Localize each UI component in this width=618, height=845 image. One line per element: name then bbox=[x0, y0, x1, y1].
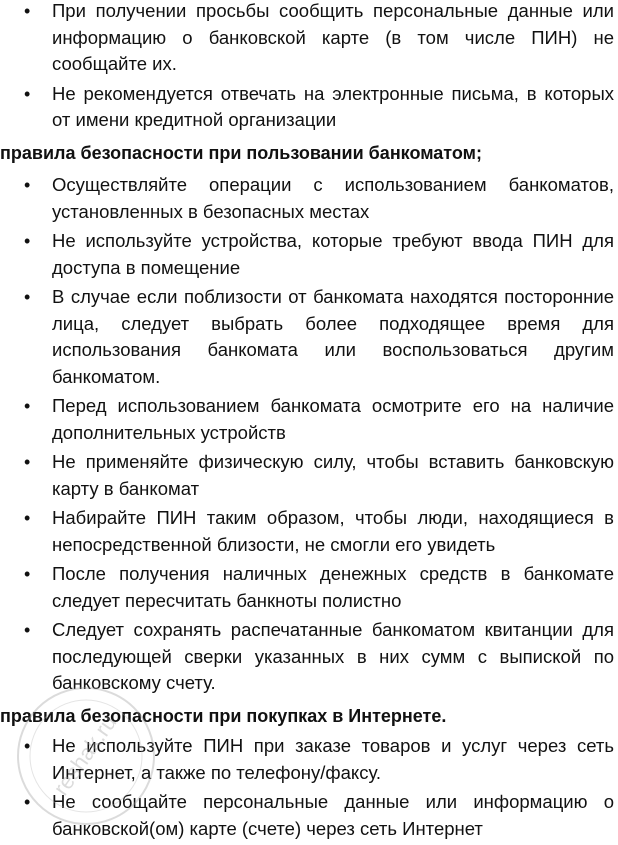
bullet-icon: • bbox=[24, 792, 31, 812]
list-item bbox=[0, 172, 618, 225]
list-item-text: Не сообщайте персональные данные или информацию о банковской(ом) карте (счете) через сеть Интернет bbox=[52, 791, 614, 839]
section-heading-internet: правила безопасности при покупках в Интернете. bbox=[0, 706, 447, 726]
list-item-text: В случае если поблизости от банкомата находятся посторонние лица, следует выбрать более подходящее время для использования банкомата или воспользоваться другим банкоматом. bbox=[52, 286, 614, 387]
list-item-text: Не рекомендуется отвечать на электронные письма, в которых от имени кредитной организации bbox=[52, 82, 614, 130]
bullet-icon: • bbox=[24, 620, 31, 640]
list-item-text: Следует сохранять распечатанные банкоматом квитанции для последующей сверки указанных в них сумм с выпиской по банковскому счету. bbox=[52, 619, 614, 693]
bullet-icon: • bbox=[24, 83, 31, 104]
list-item bbox=[0, 505, 618, 558]
list-item-text: После получения наличных денежных средств в банкомате следует пересчитать банкноты полистно bbox=[52, 563, 614, 611]
list-item-text: Осуществляйте операции с использованием банкоматов, установленных в безопасных местах bbox=[52, 174, 614, 222]
bullet-icon: • bbox=[24, 452, 31, 472]
list-item bbox=[0, 284, 618, 390]
list-atm bbox=[0, 172, 618, 700]
bullet-icon: • bbox=[24, 175, 31, 195]
list-item-text: Перед использованием банкомата осмотрите его на наличие дополнительных устройств bbox=[52, 395, 614, 443]
bullet-icon: • bbox=[24, 736, 31, 756]
list-item-text: Не применяйте физическую силу, чтобы вставить банковскую карту в банкомат bbox=[52, 451, 614, 499]
list-item bbox=[0, 228, 618, 281]
section-heading-atm: правила безопасности при пользовании банкоматом; bbox=[0, 143, 482, 163]
list-item-text: Не используйте ПИН при заказе товаров и услуг через сеть Интернет, а также по телефону/факсу. bbox=[52, 735, 614, 783]
watermark-logo bbox=[6, 676, 166, 836]
list-top bbox=[0, 0, 618, 137]
list-item-text: При получении просьбы сообщить персональные данные или информацию о банковской карте (в том числе ПИН) не сообщайте их. bbox=[52, 0, 614, 74]
bullet-icon: • bbox=[24, 564, 31, 584]
bullet-icon: • bbox=[24, 396, 31, 416]
list-item bbox=[0, 81, 618, 134]
list-item bbox=[0, 561, 618, 614]
svg-text:reshak.ru: reshak.ru bbox=[48, 710, 122, 800]
bullet-icon: • bbox=[24, 287, 31, 307]
list-item-text: Набирайте ПИН таким образом, чтобы люди, находящиеся в непосредственной близости, не смогли его увидеть bbox=[52, 507, 614, 555]
bullet-icon: • bbox=[24, 508, 31, 528]
bullet-icon: • bbox=[24, 1, 31, 21]
list-item bbox=[0, 449, 618, 502]
list-item-text: Не используйте устройства, которые требуют ввода ПИН для доступа в помещение bbox=[52, 230, 614, 278]
list-item bbox=[0, 0, 618, 78]
list-item bbox=[0, 393, 618, 446]
bullet-icon: • bbox=[24, 231, 31, 251]
